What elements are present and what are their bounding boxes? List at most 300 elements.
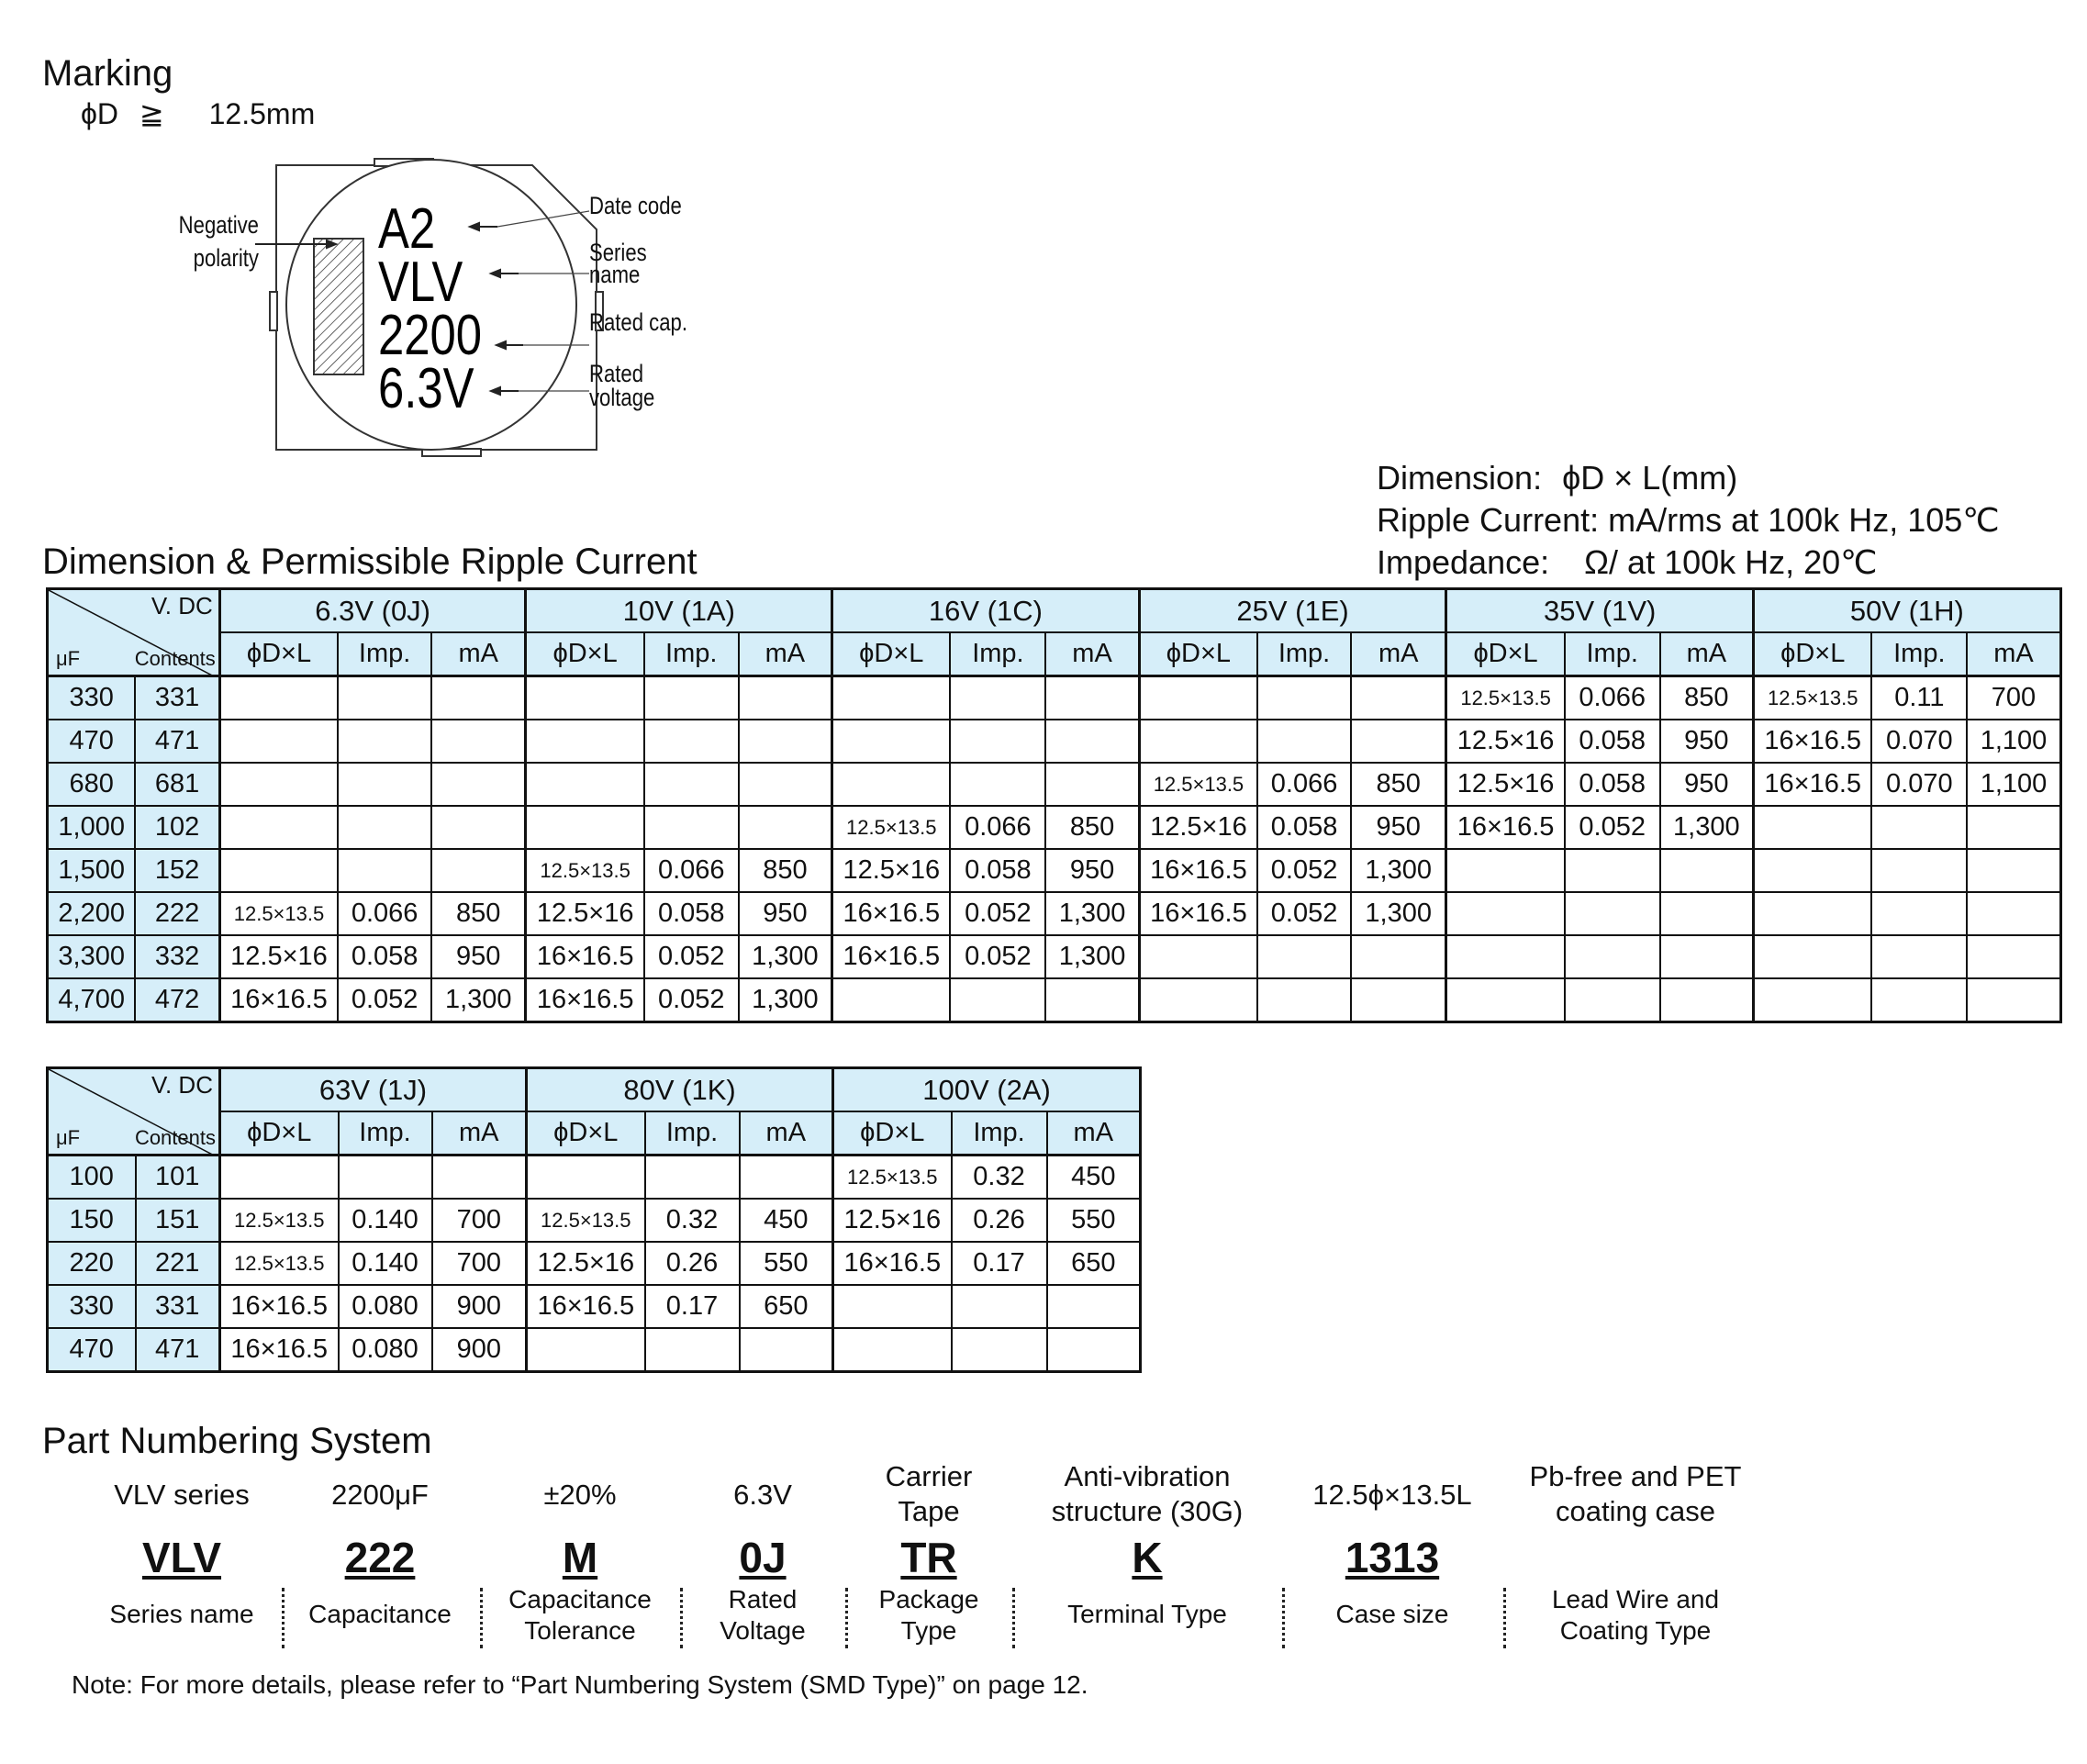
subcol-header: Imp. (339, 1111, 432, 1156)
table-row (48, 1328, 1141, 1372)
marking-line-4: 6.3V (378, 357, 474, 421)
uf-cell: 1,500 (48, 849, 136, 892)
subcol-header: mA (1045, 632, 1139, 676)
table-cell (740, 1328, 833, 1372)
table-cell: 700 (432, 1242, 527, 1285)
table-cell: 850 (1351, 763, 1446, 806)
table-cell: 16×16.5 (219, 978, 338, 1022)
table-cell (1351, 676, 1446, 720)
pn-description-line: Tape (898, 1495, 960, 1527)
table-cell (645, 1328, 740, 1372)
subcol-header: mA (739, 632, 832, 676)
voltage-header: 80V (1K) (527, 1068, 833, 1112)
table-cell: 950 (1351, 806, 1446, 849)
table-row (48, 978, 2061, 1022)
subcol-header-row (48, 632, 2061, 676)
table-cell (833, 1328, 952, 1372)
spec-dimension (1377, 457, 2000, 499)
table-cell: 16×16.5 (833, 1242, 952, 1285)
uf-cell: 2,200 (48, 892, 136, 935)
table-cell (1045, 720, 1139, 763)
table-row (48, 676, 2061, 720)
table-cell: 850 (1660, 676, 1754, 720)
pn-separator (282, 1588, 285, 1648)
pn-field-label-line: Lead Wire and (1551, 1585, 1720, 1613)
table-cell: 950 (1045, 849, 1139, 892)
table-cell: 0.32 (952, 1156, 1047, 1200)
table-cell: 0.052 (1565, 806, 1660, 849)
table-cell (526, 763, 644, 806)
voltage-header-row (48, 1068, 1141, 1112)
table-cell (950, 676, 1045, 720)
pn-field-label-line: Package (878, 1585, 979, 1613)
pn-description-line: Pb-free and PET (1529, 1460, 1742, 1492)
table-cell (526, 676, 644, 720)
table-cell (1446, 935, 1565, 978)
code-cell: 471 (135, 720, 219, 763)
label-rated-cap: Rated cap. (589, 309, 688, 337)
table-row (48, 1156, 1141, 1200)
terminal-left (270, 292, 277, 330)
code-cell: 101 (136, 1156, 220, 1200)
spec-impedance-value: Ω/ at 100k Hz, 20℃ (1584, 543, 1878, 581)
pn-description-line: 6.3V (733, 1479, 792, 1511)
table-cell (338, 849, 431, 892)
table-cell (950, 763, 1045, 806)
uf-cell: 3,300 (48, 935, 136, 978)
pn-field-label (452, 1584, 709, 1647)
marking-condition (81, 97, 315, 130)
table-cell (527, 1328, 645, 1372)
ripple-table-1 (46, 587, 2062, 1023)
pn-code: TR (900, 1534, 957, 1581)
table-cell: 1,300 (1045, 892, 1139, 935)
corner-contents: Contents (134, 1126, 216, 1149)
table-cell: 1,300 (739, 978, 832, 1022)
table-cell (1871, 978, 1967, 1022)
subcol-header: Imp. (1565, 632, 1660, 676)
condition-value: 12.5mm (208, 97, 316, 130)
table-cell: 12.5×16 (1139, 806, 1257, 849)
table-cell: 12.5×16 (526, 892, 644, 935)
table-cell: 12.5×16 (1446, 763, 1565, 806)
table-cell: 16×16.5 (526, 978, 644, 1022)
table-cell (219, 720, 338, 763)
table-cell: 550 (1047, 1199, 1141, 1242)
table-cell (1660, 935, 1754, 978)
table-cell (644, 676, 739, 720)
table-cell (1047, 1285, 1141, 1328)
table-cell: 0.066 (1565, 676, 1660, 720)
table-cell (1967, 806, 2060, 849)
table-cell: 950 (431, 935, 526, 978)
table-cell: 0.32 (645, 1199, 740, 1242)
pn-code: M (562, 1534, 598, 1581)
table-cell (739, 763, 832, 806)
pn-field-label-line: Capacitance (508, 1585, 652, 1613)
pn-field-label-line: Tolerance (524, 1616, 636, 1645)
code-cell: 152 (135, 849, 219, 892)
table-cell: 12.5×16 (527, 1242, 645, 1285)
table-cell (1139, 676, 1257, 720)
label-series-line1: Series (589, 240, 647, 267)
table-cell: 950 (1660, 720, 1754, 763)
table-cell: 0.070 (1871, 763, 1967, 806)
corner-contents: Contents (134, 647, 216, 670)
table-cell: 0.140 (339, 1199, 432, 1242)
subcol-header: mA (740, 1111, 833, 1156)
pn-description-line: coating case (1555, 1495, 1716, 1527)
uf-cell: 150 (48, 1199, 136, 1242)
table-cell (1967, 978, 2060, 1022)
table-cell: 12.5×13.5 (526, 849, 644, 892)
corner-uf: μF (56, 1126, 81, 1149)
table-cell (832, 676, 951, 720)
pn-field-label (53, 1599, 310, 1630)
table-cell: 12.5×13.5 (219, 892, 338, 935)
table-cell: 0.26 (952, 1199, 1047, 1242)
pn-description-line: 12.5ϕ×13.5L (1312, 1479, 1472, 1511)
table-cell: 950 (1660, 763, 1754, 806)
table-cell (950, 978, 1045, 1022)
table-cell (219, 806, 338, 849)
label-voltage-line1: Rated (589, 361, 644, 388)
pn-separator (1503, 1588, 1506, 1648)
pn-field-label (800, 1584, 1057, 1647)
table-cell (1660, 849, 1754, 892)
spec-ripple (1377, 499, 2000, 541)
table-cell (220, 1156, 339, 1200)
table-cell (832, 720, 951, 763)
table-cell (1257, 720, 1351, 763)
corner-vdc: V. DC (151, 592, 213, 620)
table-cell (1045, 676, 1139, 720)
table-cell (833, 1285, 952, 1328)
marking-line-2: VLV (378, 251, 463, 315)
table-cell: 1,100 (1967, 720, 2060, 763)
uf-cell: 4,700 (48, 978, 136, 1022)
table-cell (832, 763, 951, 806)
code-cell: 222 (135, 892, 219, 935)
table-cell (1565, 849, 1660, 892)
table-cell (431, 676, 526, 720)
subcol-header: Imp. (644, 632, 739, 676)
table-cell: 0.052 (950, 935, 1045, 978)
table-cell (1871, 892, 1967, 935)
pn-description (616, 1478, 910, 1513)
pn-description-line: Anti-vibration (1064, 1460, 1231, 1492)
table-cell: 0.140 (339, 1242, 432, 1285)
table-cell: 900 (432, 1285, 527, 1328)
pn-description-line: structure (30G) (1051, 1495, 1244, 1527)
table-cell: 1,300 (1045, 935, 1139, 978)
subcol-header: ϕD×L (220, 1111, 339, 1156)
table-cell: 0.052 (1257, 849, 1351, 892)
table-cell (431, 720, 526, 763)
table-row (48, 763, 2061, 806)
table-cell: 1,300 (1660, 806, 1754, 849)
subcol-header: Imp. (645, 1111, 740, 1156)
pn-field-label-line: Terminal Type (1067, 1600, 1227, 1628)
table-cell: 450 (740, 1199, 833, 1242)
table-cell: 900 (432, 1328, 527, 1372)
table-cell (1967, 849, 2060, 892)
table-row (48, 1242, 1141, 1285)
subcol-header: Imp. (952, 1111, 1047, 1156)
table-cell (431, 849, 526, 892)
table-cell (1871, 849, 1967, 892)
subcol-header: ϕD×L (219, 632, 338, 676)
table-cell: 0.11 (1871, 676, 1967, 720)
subcol-header: mA (431, 632, 526, 676)
table-cell: 0.17 (952, 1242, 1047, 1285)
table-cell: 16×16.5 (1446, 806, 1565, 849)
table-cell (1660, 978, 1754, 1022)
table-cell (1139, 935, 1257, 978)
table-cell (219, 849, 338, 892)
spec-impedance (1377, 541, 2000, 584)
pn-description (433, 1478, 727, 1513)
table-cell (1257, 935, 1351, 978)
table-cell: 12.5×13.5 (220, 1242, 339, 1285)
table-cell: 12.5×13.5 (833, 1156, 952, 1200)
table-cell: 700 (432, 1199, 527, 1242)
table-cell (740, 1156, 833, 1200)
table-cell: 1,100 (1967, 763, 2060, 806)
subcol-header: ϕD×L (833, 1111, 952, 1156)
table-cell (950, 720, 1045, 763)
table-cell: 0.052 (644, 978, 739, 1022)
pn-code: 1313 (1345, 1534, 1440, 1581)
table-cell (832, 978, 951, 1022)
table-cell: 0.052 (950, 892, 1045, 935)
table-cell: 0.066 (644, 849, 739, 892)
table-cell: 0.26 (645, 1242, 740, 1285)
table-cell: 16×16.5 (526, 935, 644, 978)
table-cell (1871, 935, 1967, 978)
table-cell: 650 (1047, 1242, 1141, 1285)
spec-dimension-value: ϕD × L(mm) (1562, 459, 1738, 497)
table-cell (1257, 676, 1351, 720)
spec-ripple-label: Ripple Current: (1377, 501, 1600, 539)
table-cell (1446, 978, 1565, 1022)
table-cell (431, 806, 526, 849)
table-cell (1565, 978, 1660, 1022)
pn-separator (845, 1588, 848, 1648)
voltage-header: 35V (1V) (1446, 589, 1754, 633)
table-cell: 12.5×16 (1446, 720, 1565, 763)
uf-cell: 330 (48, 676, 136, 720)
subcol-header: Imp. (1871, 632, 1967, 676)
table-cell: 12.5×13.5 (220, 1199, 339, 1242)
table-cell: 12.5×16 (219, 935, 338, 978)
table-row (48, 892, 2061, 935)
uf-cell: 330 (48, 1285, 136, 1328)
table-cell (526, 806, 644, 849)
table-cell: 16×16.5 (832, 892, 951, 935)
table-cell: 0.066 (950, 806, 1045, 849)
pn-field-label (1264, 1599, 1521, 1630)
uf-cell: 470 (48, 720, 136, 763)
section-title: Dimension & Permissible Ripple Current (42, 541, 698, 582)
label-series-line2: name (589, 262, 641, 289)
table-cell: 16×16.5 (1754, 763, 1872, 806)
uf-cell: 1,000 (48, 806, 136, 849)
table-cell: 1,300 (739, 935, 832, 978)
table-cell: 0.058 (644, 892, 739, 935)
pn-code: K (1132, 1534, 1163, 1581)
table-cell (952, 1285, 1047, 1328)
pn-field-label (1507, 1584, 1764, 1647)
code-cell: 681 (135, 763, 219, 806)
table-cell: 12.5×13.5 (1139, 763, 1257, 806)
table-cell (739, 720, 832, 763)
label-negative-line2: polarity (193, 245, 259, 273)
table-cell: 0.066 (1257, 763, 1351, 806)
subcol-header: ϕD×L (527, 1111, 645, 1156)
voltage-header: 25V (1E) (1139, 589, 1446, 633)
table-cell: 0.058 (1565, 763, 1660, 806)
subcol-header: mA (1047, 1111, 1141, 1156)
table-cell (1754, 935, 1872, 978)
pn-description (1489, 1459, 1782, 1529)
table-cell (1139, 720, 1257, 763)
pn-description (1245, 1478, 1539, 1513)
pn-separator (1282, 1588, 1285, 1648)
pn-field-label (1019, 1599, 1276, 1630)
corner-uf: μF (56, 647, 81, 670)
table-cell (432, 1156, 527, 1200)
uf-cell: 100 (48, 1156, 136, 1200)
table-cell (338, 806, 431, 849)
table-cell (1754, 806, 1872, 849)
table-row (48, 1285, 1141, 1328)
table-cell (526, 720, 644, 763)
table-cell: 450 (1047, 1156, 1141, 1200)
negative-polarity-stripe (314, 239, 363, 374)
pn-description (1000, 1459, 1294, 1529)
table-cell: 16×16.5 (1139, 892, 1257, 935)
label-negative-line1: Negative (178, 212, 259, 240)
table-cell: 0.058 (950, 849, 1045, 892)
table-cell (1045, 763, 1139, 806)
pn-code: 222 (344, 1534, 416, 1581)
subcol-header: ϕD×L (1446, 632, 1565, 676)
table-cell: 1,300 (1351, 892, 1446, 935)
corner-header (48, 1068, 220, 1156)
code-cell: 471 (136, 1328, 220, 1372)
table-cell: 850 (739, 849, 832, 892)
table-cell: 950 (739, 892, 832, 935)
voltage-header: 63V (1J) (220, 1068, 527, 1112)
table-cell (1967, 935, 2060, 978)
table-cell: 12.5×16 (833, 1199, 952, 1242)
table-cell: 16×16.5 (527, 1285, 645, 1328)
table-cell (1565, 935, 1660, 978)
pn-field-label (251, 1599, 508, 1630)
uf-cell: 470 (48, 1328, 136, 1372)
table-cell: 1,300 (431, 978, 526, 1022)
table-cell (1139, 978, 1257, 1022)
pn-field-label-line: Type (900, 1616, 957, 1645)
uf-cell: 220 (48, 1242, 136, 1285)
pn-description (782, 1459, 1076, 1529)
table-cell: 12.5×13.5 (832, 806, 951, 849)
voltage-header-row (48, 589, 2061, 633)
table-cell (1565, 892, 1660, 935)
condition-operator: ≧ (139, 97, 164, 130)
table-cell: 700 (1967, 676, 2060, 720)
pn-separator (1012, 1588, 1015, 1648)
note: Note: For more details, please refer to “Part Numbering System (SMD Type)” on page 12. (72, 1670, 1088, 1699)
subcol-header: ϕD×L (526, 632, 644, 676)
table-cell: 0.066 (338, 892, 431, 935)
table-cell: 0.058 (1565, 720, 1660, 763)
table-cell (1660, 892, 1754, 935)
table-cell (739, 676, 832, 720)
code-cell: 332 (135, 935, 219, 978)
table-cell: 0.080 (339, 1285, 432, 1328)
code-cell: 472 (135, 978, 219, 1022)
pn-field-label-line: Capacitance (308, 1600, 452, 1628)
table-cell: 16×16.5 (1754, 720, 1872, 763)
pn-separator (480, 1588, 483, 1648)
table-cell (644, 720, 739, 763)
pn-code: VLV (141, 1534, 222, 1581)
table-cell: 16×16.5 (220, 1285, 339, 1328)
spec-ripple-value: mA/rms at 100k Hz, 105℃ (1608, 501, 2000, 539)
table-cell (739, 806, 832, 849)
table-cell (1754, 978, 1872, 1022)
table-cell: 16×16.5 (832, 935, 951, 978)
uf-cell: 680 (48, 763, 136, 806)
table-cell (1446, 892, 1565, 935)
pn-field-label-line: Series name (109, 1600, 254, 1628)
voltage-header: 16V (1C) (832, 589, 1140, 633)
table-cell (1871, 806, 1967, 849)
label-date-code: Date code (589, 193, 682, 220)
voltage-header: 100V (2A) (833, 1068, 1141, 1112)
subcol-header: Imp. (1257, 632, 1351, 676)
table-row (48, 935, 2061, 978)
subcol-header: ϕD×L (1754, 632, 1872, 676)
table-cell: 1,300 (1351, 849, 1446, 892)
table-cell: 0.058 (338, 935, 431, 978)
voltage-header: 10V (1A) (526, 589, 832, 633)
pn-description (35, 1478, 329, 1513)
table-row (48, 720, 2061, 763)
subcol-header: mA (1967, 632, 2060, 676)
spec-notes (1377, 457, 2000, 584)
pn-description-line: Carrier (885, 1460, 973, 1492)
table-cell: 16×16.5 (220, 1328, 339, 1372)
spec-impedance-label: Impedance: (1377, 543, 1550, 581)
pn-field-label-line: Rated (728, 1585, 798, 1613)
table-cell (1351, 935, 1446, 978)
pn-field-label-line: Voltage (720, 1616, 806, 1645)
table-cell: 12.5×16 (832, 849, 951, 892)
spec-dimension-label: Dimension: (1377, 459, 1543, 497)
table-cell: 0.070 (1871, 720, 1967, 763)
subcol-header: ϕD×L (1139, 632, 1257, 676)
table-cell (1351, 720, 1446, 763)
table-cell: 12.5×13.5 (527, 1199, 645, 1242)
pn-description (233, 1478, 527, 1513)
pn-description-line: ±20% (543, 1479, 617, 1511)
table-cell: 650 (740, 1285, 833, 1328)
table-row (48, 849, 2061, 892)
table-cell (339, 1156, 432, 1200)
